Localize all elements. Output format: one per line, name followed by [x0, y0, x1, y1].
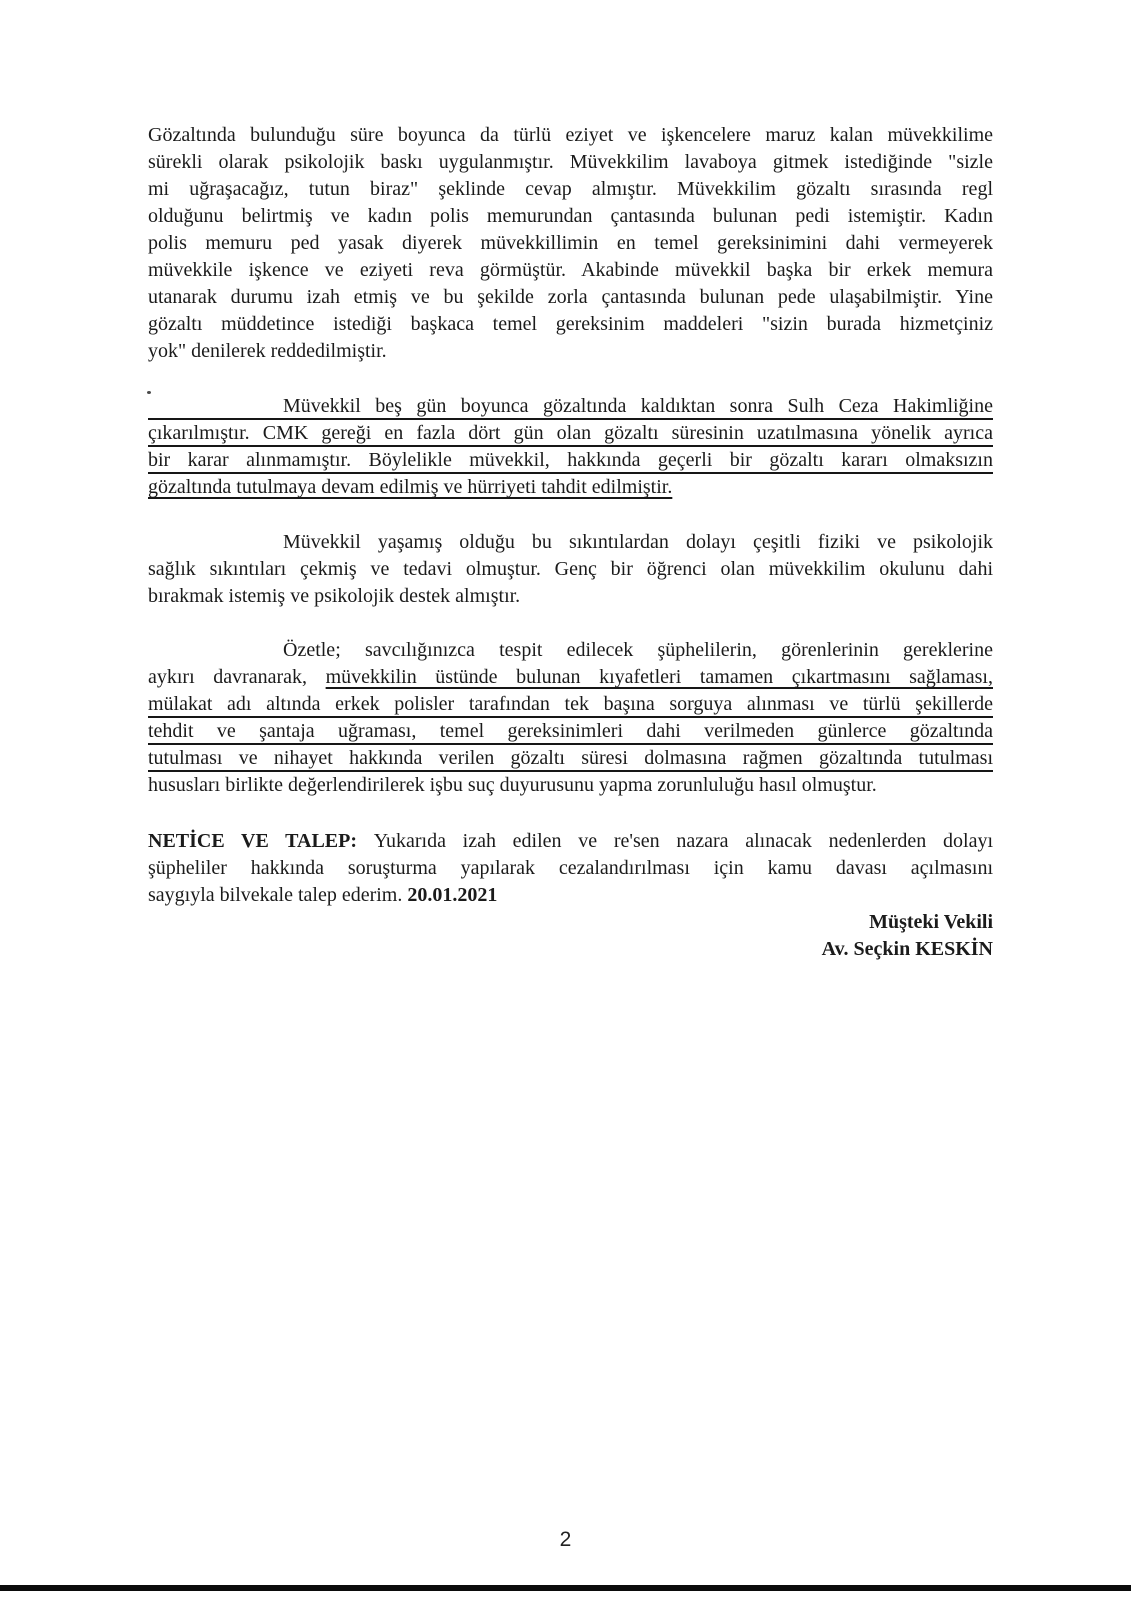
text-segment: gözaltında tutulmaya devam edilmiş ve hürriyeti tahdit edilmiştir.: [148, 476, 673, 498]
text-line: [148, 718, 993, 745]
text-line: [148, 420, 993, 447]
text-segment: NETİCE VE TALEP:: [148, 830, 374, 852]
paragraph-health-consequences: [148, 529, 993, 610]
document-body: [148, 122, 993, 963]
text-segment: hususları birlikte değerlendirilerek işbu suç duyurusunu yapma zorunluluğu hasıl olmuştur.: [148, 774, 877, 796]
signature-name: Av. Seçkin KESKİN: [821, 938, 993, 960]
text-segment: çıkarılmıştır. CMK gereği en fazla dört gün olan gözaltı süresinin uzatılmasına yönelik ayrıca: [148, 422, 993, 444]
text-segment: Gözaltında bulunduğu süre boyunca da türlü eziyet ve işkencelere maruz kalan müvekkilime: [148, 124, 993, 146]
text-line: [148, 772, 993, 799]
first-line-indent: [148, 655, 283, 656]
text-segment: 20.01.2021: [407, 884, 498, 906]
text-segment: tutulması ve nihayet hakkında verilen gözaltı süresi dolmasına rağmen gözaltında tutulması: [148, 747, 993, 769]
text-line: [148, 311, 993, 338]
text-line: [148, 230, 993, 257]
text-line: [148, 745, 993, 772]
text-line: [148, 474, 993, 501]
paragraph-summary: [148, 637, 993, 799]
text-segment: bırakmak istemiş ve psikolojik destek almıştır.: [148, 585, 521, 607]
text-line: [148, 664, 993, 691]
text-line: [148, 284, 993, 311]
text-segment: Yukarıda izah edilen ve re'sen nazara alınacak nedenlerden dolayı: [373, 830, 993, 852]
paragraph-conclusion-and-request: [148, 828, 993, 909]
text-segment: tehdit ve şantaja uğraması, temel gereksinimleri dahi verilmeden günlerce gözaltında: [148, 720, 993, 742]
first-line-indent: [148, 547, 283, 548]
text-segment: bir karar alınmamıştır. Böylelikle müvekkil, hakkında geçerli bir gözaltı kararı olmaksızın: [148, 449, 993, 471]
text-segment: Müvekkil beş gün boyunca gözaltında kaldıktan sonra Sulh Ceza Hakimliğine: [283, 395, 993, 417]
text-line: [148, 556, 993, 583]
text-segment: mülakat adı altında erkek polisler tarafından tek başına sorguya alınması ve türlü şekillerde: [148, 693, 993, 715]
text-line: [148, 393, 993, 420]
text-segment: Özetle; savcılığınızca tespit edilecek şüphelilerin, görenlerinin gereklerine: [283, 639, 993, 661]
text-segment: saygıyla bilvekale talep ederim.: [148, 884, 408, 906]
text-line: [148, 447, 993, 474]
text-line: [148, 122, 993, 149]
first-line-indent: [148, 411, 283, 412]
text-segment: şüpheliler hakkında soruşturma yapılarak cezalandırılması için kamu davası açılmasını: [148, 857, 993, 879]
text-segment: müvekkilin üstünde bulunan kıyafetleri tamamen çıkartmasını sağlaması,: [325, 666, 993, 688]
text-line: [148, 203, 993, 230]
paragraph-detention-conditions: [148, 122, 993, 365]
signature-role: Müşteki Vekili: [869, 911, 993, 933]
text-segment: aykırı davranarak,: [148, 666, 326, 688]
scan-edge-bar: [0, 1585, 1131, 1591]
page-number: 2: [559, 1528, 572, 1551]
text-line: [148, 176, 993, 203]
text-segment: olduğunu belirtmiş ve kadın polis memurundan çantasında bulunan pedi istemiştir. Kadın: [148, 205, 993, 227]
text-line: [148, 882, 993, 909]
signature-block: [148, 909, 993, 963]
text-line: [148, 529, 993, 556]
text-line: [148, 855, 993, 882]
text-line: [148, 149, 993, 176]
text-segment: mi uğraşacağız, tutun biraz" şeklinde cevap almıştır. Müvekkilim gözaltı sırasında regl: [148, 178, 993, 200]
text-segment: gözaltı müddetince istediği başkaca temel gereksinim maddeleri "sizin burada hizmetçiniz: [148, 313, 993, 335]
text-segment: yok" denilerek reddedilmiştir.: [148, 340, 387, 362]
text-segment: utanarak durumu izah etmiş ve bu şekilde zorla çantasında bulunan pede ulaşabilmiştir. Yine: [148, 286, 993, 308]
text-line: [148, 691, 993, 718]
text-line: [148, 338, 993, 365]
text-line: [148, 583, 993, 610]
text-line: [148, 637, 993, 664]
text-segment: Müvekkil yaşamış olduğu bu sıkıntılardan dolayı çeşitli fiziki ve psikolojik: [283, 531, 993, 553]
paragraph-unlawful-detention-underlined: [148, 393, 993, 501]
text-line: [148, 828, 993, 855]
text-line: [148, 257, 993, 284]
text-segment: sürekli olarak psikolojik baskı uygulanmıştır. Müvekkilim lavaboya gitmek istediğinde "sizle: [148, 151, 993, 173]
text-segment: müvekkile işkence ve eziyeti reva görmüştür. Akabinde müvekkil başka bir erkek memura: [148, 259, 993, 281]
text-segment: sağlık sıkıntıları çekmiş ve tedavi olmuştur. Genç bir öğrenci olan müvekkilim okulunu dahi: [148, 558, 993, 580]
text-segment: polis memuru ped yasak diyerek müvekkillimin en temel gereksinimini dahi vermeyerek: [148, 232, 993, 254]
scan-artifact-dot: [147, 391, 151, 394]
